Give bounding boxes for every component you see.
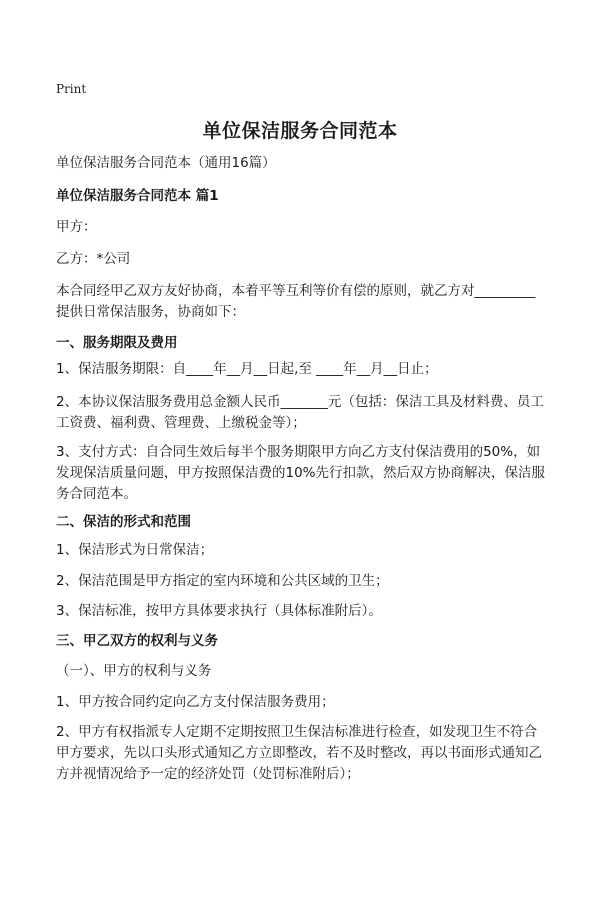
heading-service-term-fees: 一、服务期限及费用 (56, 335, 178, 351)
clause-3-2-line-1: 2、甲方有权指派专人定期不定期按照卫生保洁标准进行检查，如发现卫生不符合 (56, 724, 538, 740)
clause-1-3-line-1: 3、支付方式：自合同生效后每半个服务期限甲方向乙方支付保洁费用的50%，如 (56, 444, 541, 460)
clause-1-1: 1、保洁服务期限：自____年__月__日起,至 ____年__月__日止； (56, 361, 438, 377)
heading-cleaning-form-scope: 二、保洁的形式和范围 (56, 514, 191, 530)
clause-3-2 (56, 722, 556, 785)
party-a-line: 甲方： (56, 219, 97, 235)
section-title: 单位保洁服务合同范本 篇1 (56, 188, 219, 204)
clause-1-3-line-3: 务合同范本。 (56, 486, 137, 502)
intro-line-1: 本合同经甲乙双方友好协商，本着平等互利等价有偿的原则，就乙方对_________ (56, 283, 536, 299)
clause-3-2-line-3: 方并视情况给予一定的经济处罚（处罚标准附后）； (56, 766, 360, 782)
intro-paragraph (56, 281, 556, 323)
clause-3-1: 1、甲方按合同约定向乙方支付保洁服务费用； (56, 694, 335, 710)
clause-2-1: 1、保洁形式为日常保洁； (56, 542, 214, 558)
subheading-party-a-rights: （一）、甲方的权利与义务 (56, 663, 212, 679)
clause-2-3: 3、保洁标准，按甲方具体要求执行（具体标准附后）。 (56, 603, 382, 619)
clause-2-2: 2、保洁范围是甲方指定的室内环境和公共区域的卫生； (56, 573, 389, 589)
clause-1-2-line-1: 2、本协议保洁服务费用总金额人民币_______元（包括：保洁工具及材料费、员工 (56, 394, 544, 410)
clause-1-3-line-2: 发现保洁质量问题，甲方按照保洁费的10%先行扣款，然后双方协商解决，保洁服 (56, 465, 546, 481)
clause-3-2-line-2: 甲方要求，先以口头形式通知乙方立即整改，若不及时整改，再以书面形式通知乙 (56, 745, 542, 761)
clause-1-2 (56, 392, 556, 434)
clause-1-3 (56, 442, 556, 505)
print-label: Print (56, 82, 87, 96)
intro-line-2: 提供日常保洁服务，协商如下： (56, 304, 245, 320)
document-subtitle: 单位保洁服务合同范本（通用16篇） (56, 155, 276, 171)
heading-rights-obligations: 三、甲乙双方的权利与义务 (56, 633, 218, 649)
party-b-line: 乙方：*公司 (56, 251, 131, 267)
clause-1-2-line-2: 工资费、福利费、管理费、上缴税金等）； (56, 415, 306, 431)
document-title: 单位保洁服务合同范本 (202, 120, 398, 142)
